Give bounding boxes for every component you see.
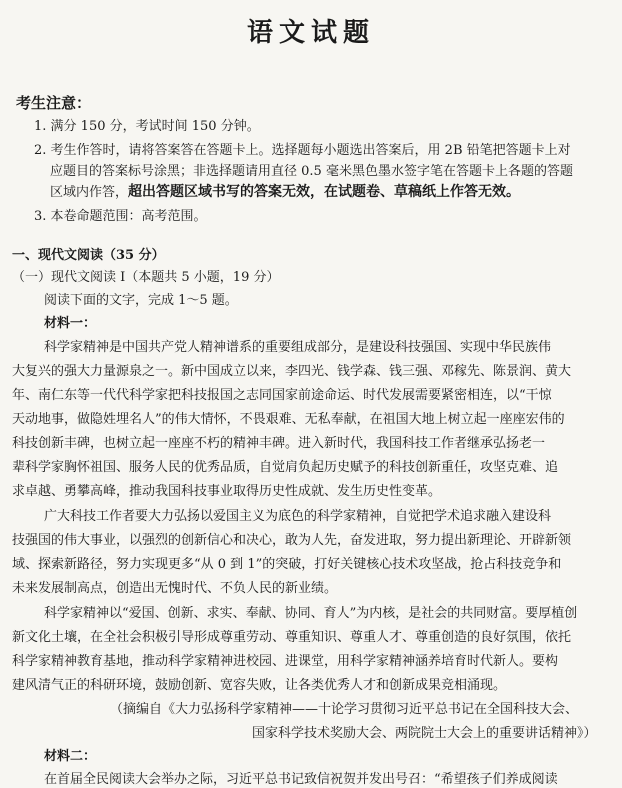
note-item-1: 1. 满分 150 分，考试时间 150 分钟。 xyxy=(34,119,260,134)
paragraph-2-line: 未来发展制高点，创造出无愧时代、不负人民的新业绩。 xyxy=(12,581,338,596)
material-2-label: 材料二： xyxy=(44,749,97,764)
paragraph-3-line: 建风清气正的科研环境，鼓励创新、宽容失败，让各类优秀人才和创新成果竞相涌现。 xyxy=(12,678,507,693)
paragraph-1-line: 科技创新丰碑，也树立起一座座不朽的精神丰碑。进入新时代，我国科技工作者继承弘扬老一 xyxy=(12,436,546,451)
paragraph-3-line: 科学家精神教育基地，推动科学家精神进校园、进课堂，用科学家精神涵养培育时代新人。要构 xyxy=(12,654,559,669)
paragraph-3-line: 科学家精神以“爱国、创新、求实、奉献、协同、育人”为内核，是社会的共同财富。要厚植创 xyxy=(44,606,578,621)
paragraph-1-line: 辈科学家胸怀祖国、服务人民的优秀品质，自觉肩负起历史赋予的科技创新重任，攻坚克难、追 xyxy=(12,460,559,475)
note-item-2-line-1: 2. 考生作答时，请将答案答在答题卡上。选择题每小题选出答案后，用 2B 铅笔把答题卡上对 xyxy=(34,143,571,158)
source-line-1: （摘编自《大力弘扬科学家精神——十论学习贯彻习近平总书记在全国科技大会、 xyxy=(110,702,579,717)
paragraph-1-line: 科学家精神是中国共产党人精神谱系的重要组成部分，是建设科技强国、实现中华民族伟 xyxy=(44,340,552,355)
note-item-2-line-3 xyxy=(50,182,606,203)
paragraph-2-line: 技强国的伟大事业，以强烈的创新信心和决心，敢为人先，奋发进取，努力提出新理论、开辟新领 xyxy=(12,533,572,548)
subsection-heading: （一）现代文阅读 Ⅰ（本题共 5 小题，19 分） xyxy=(12,270,280,285)
section-heading: 一、现代文阅读（35 分） xyxy=(12,248,165,263)
page-title: 语文试题 xyxy=(246,18,375,48)
paragraph-1-line: 天动地事，做隐姓埋名人”的伟大情怀，不畏艰难、无私奉献，在祖国大地上树立起一座座宏伟的 xyxy=(12,412,565,427)
instruction: 阅读下面的文字，完成 1～5 题。 xyxy=(44,293,238,308)
note-item-2-line-2: 应题目的答案标号涂黑；非选择题请用直径 0.5 毫米黑色墨水签字笔在答题卡上各题的答题 xyxy=(50,164,573,179)
source-line-2: 国家科学技术奖励大会、两院院士大会上的重要讲话精神》） xyxy=(252,726,597,741)
paragraph-3-line: 新文化土壤，在全社会积极引导形成尊重劳动、尊重知识、尊重人才、尊重创造的良好氛围，依托 xyxy=(12,630,572,645)
note-item-3: 3. 本卷命题范围：高考范围。 xyxy=(34,209,207,224)
note-item-2-text: 区域内作答， xyxy=(50,185,129,200)
paragraph-1-line: 大复兴的强大力量源泉之一。新中国成立以来，李四光、钱学森、钱三强、邓稼先、陈景润、黄大 xyxy=(12,364,572,379)
material-1-label: 材料一： xyxy=(44,316,97,331)
paragraph-2-line: 广大科技工作者要大力弘扬以爱国主义为底色的科学家精神，自觉把学术追求融入建设科 xyxy=(44,509,552,524)
note-item-2-emphasis: 超出答题区域书写的答案无效，在试题卷、草稿纸上作答无效。 xyxy=(128,184,521,200)
paragraph-1-line: 求卓越、勇攀高峰，推动我国科技事业取得历史性成就、发生历史性变革。 xyxy=(12,484,442,499)
paragraph-4-line: 在首届全民阅读大会举办之际，习近平总书记致信祝贺并发出号召：“希望孩子们养成阅读 xyxy=(44,772,558,787)
paragraph-1-line: 年、南仁东等一代代科学家把科技报国之志同国家前途命运、时代发展需要紧密相连，以“干惊 xyxy=(12,388,552,403)
paragraph-2-line: 域、探索新路径，努力实现更多“从 0 到 1”的突破，打好关键核心技术攻坚战，抢占科技竞争和 xyxy=(12,557,562,572)
notes-heading: 考生注意： xyxy=(16,94,92,112)
